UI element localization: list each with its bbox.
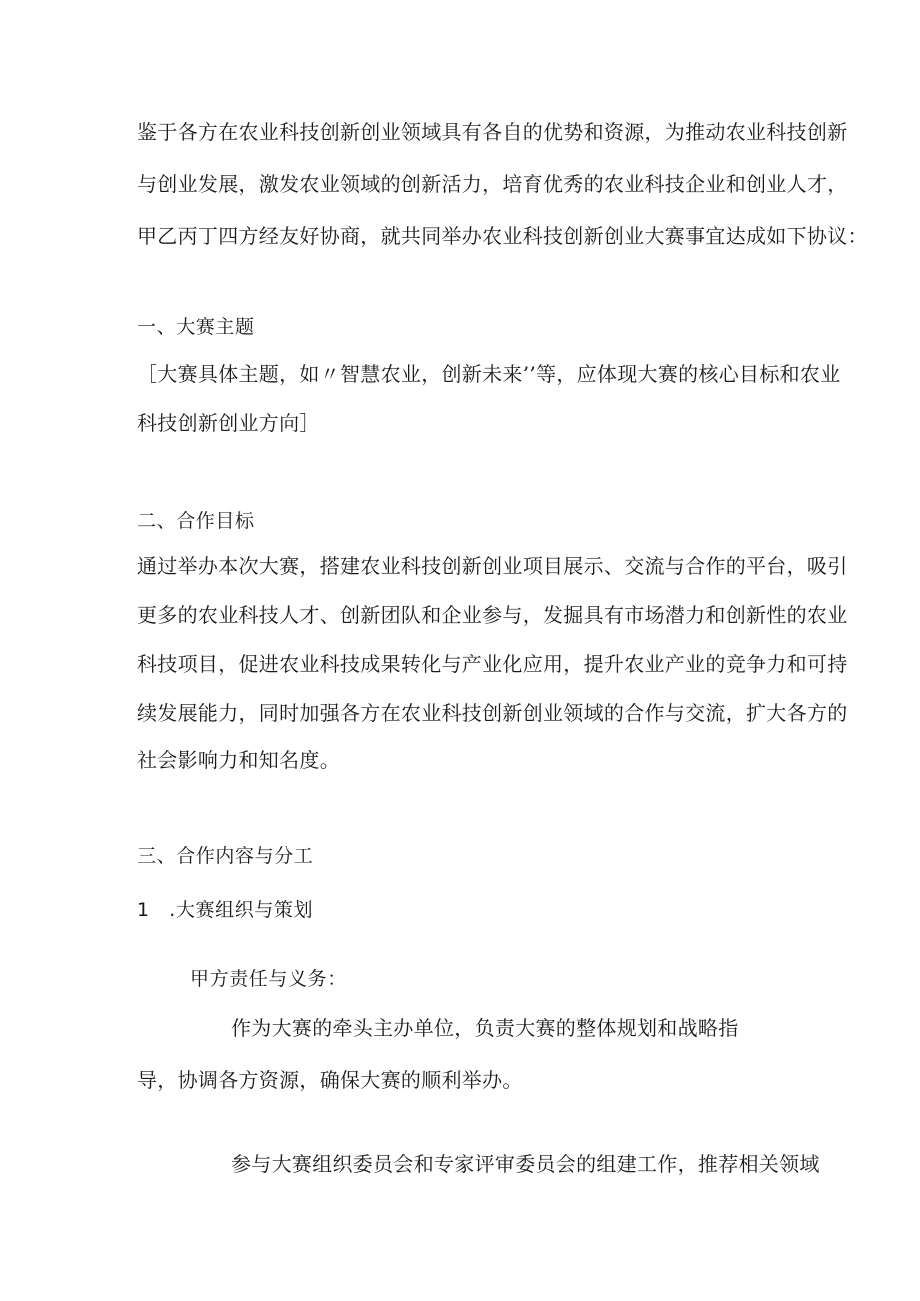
section-2-line-4: 续发展能力，同时加强各方在农业科技创新创业领域的合作与交流，扩大各方的 — [137, 701, 848, 725]
intro-line-3: 甲乙丙丁四方经友好协商，就共同举办农业科技创新创业大赛事宜达成如下协议： — [137, 224, 868, 248]
party-a-item-2-line-1: 参与大赛组织委员会和专家评审委员会的组建工作，推荐相关领域 — [231, 1152, 820, 1176]
section-1-title: 一、大赛主题 — [137, 316, 255, 338]
section-2-title: 二、合作目标 — [137, 510, 255, 532]
section-2-line-1: 通过举办本次大赛，搭建农业科技创新创业项目展示、交流与合作的平台，吸引 — [137, 554, 848, 578]
party-a-item-1-line-2: 导，协调各方资源，确保大赛的顺利举办。 — [137, 1068, 523, 1092]
section-2-line-5: 社会影响力和知名度。 — [137, 748, 340, 772]
section-2-line-2: 更多的农业科技人才、创新团队和企业参与，发掘具有市场潜力和创新性的农业 — [137, 603, 848, 627]
party-a-title: 甲方责任与义务： — [190, 968, 347, 990]
intro-line-1: 鉴于各方在农业科技创新创业领域具有各自的优势和资源，为推动农业科技创新 — [137, 120, 848, 144]
intro-line-2: 与创业发展，激发农业领域的创新活力，培育优秀的农业科技企业和创业人才， — [137, 172, 848, 196]
section-3-title: 三、合作内容与分工 — [137, 845, 314, 867]
section-3-subheading: 1 .大赛组织与策划 — [137, 899, 314, 921]
section-1-line-2: 科技创新创业方向］ — [137, 411, 320, 435]
party-a-item-1-line-1: 作为大赛的牵头主办单位，负责大赛的整体规划和战略指 — [231, 1016, 739, 1040]
section-2-line-3: 科技项目，促进农业科技成果转化与产业化应用，提升农业产业的竞争力和可持 — [137, 652, 848, 676]
section-1-line-1: ［大赛具体主题，如〃智慧农业，创新未来’’等，应体现大赛的核心目标和农业 — [137, 362, 841, 386]
